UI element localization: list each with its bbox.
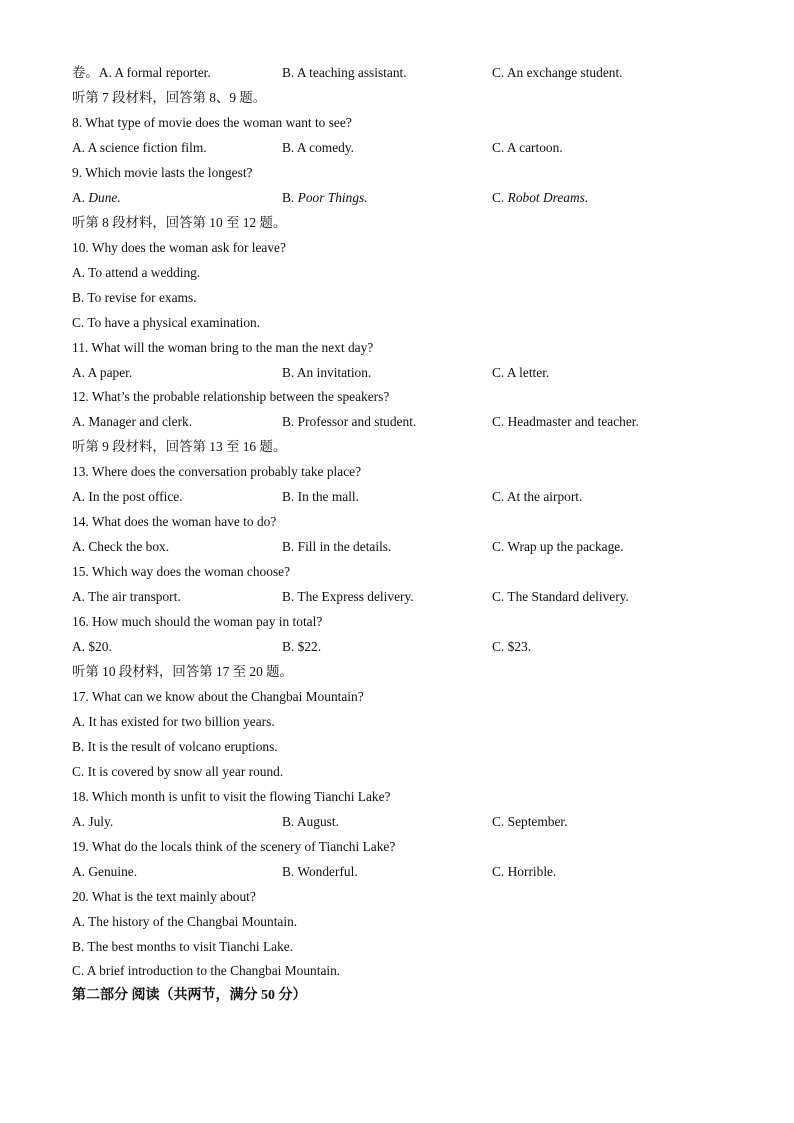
option-a: 卷。A. A formal reporter. (72, 65, 211, 80)
section-7-instruction: 听第 7 段材料，回答第 8、9 题。 (72, 90, 267, 105)
question-19: 19. What do the locals think of the scenery of Tianchi Lake? (72, 839, 396, 854)
option-b: B. An invitation. (282, 365, 372, 380)
option-b: B. Wonderful. (282, 864, 358, 879)
question-10: 10. Why does the woman ask for leave? (72, 240, 286, 255)
section-10-instruction: 听第 10 段材料，回答第 17 至 20 题。 (72, 664, 293, 679)
option-c: C. A letter. (492, 365, 550, 380)
option-a: A. A paper. (72, 365, 133, 380)
option-a: A. In the post office. (72, 489, 183, 504)
question-20-option-c: C. A brief introduction to the Changbai Mountain. (72, 963, 341, 978)
option-a: A. Dune. (72, 190, 121, 205)
option-a: A. Check the box. (72, 539, 170, 554)
question-10-option-a: A. To attend a wedding. (72, 265, 201, 280)
question-15: 15. Which way does the woman choose? (72, 564, 291, 579)
option-b: B. The Express delivery. (282, 589, 414, 604)
question-11: 11. What will the woman bring to the man the next day? (72, 340, 374, 355)
option-b: B. A comedy. (282, 140, 355, 155)
question-18: 18. Which month is unfit to visit the flowing Tianchi Lake? (72, 789, 391, 804)
option-c: C. Robot Dreams. (492, 190, 589, 205)
question-17-option-c: C. It is covered by snow all year round. (72, 764, 284, 779)
option-a: A. July. (72, 814, 114, 829)
option-a: A. Genuine. (72, 864, 138, 879)
question-16: 16. How much should the woman pay in total? (72, 614, 323, 629)
option-b: B. In the mall. (282, 489, 359, 504)
option-c: C. September. (492, 814, 568, 829)
section-8-instruction: 听第 8 段材料，回答第 10 至 12 题。 (72, 215, 287, 230)
option-b: B. $22. (282, 639, 322, 654)
question-20: 20. What is the text mainly about? (72, 889, 256, 904)
option-c: C. An exchange student. (492, 65, 623, 80)
question-8: 8. What type of movie does the woman want to see? (72, 115, 352, 130)
question-20-option-b: B. The best months to visit Tianchi Lake. (72, 939, 294, 954)
question-14: 14. What does the woman have to do? (72, 514, 277, 529)
option-c: C. The Standard delivery. (492, 589, 629, 604)
question-17-option-b: B. It is the result of volcano eruptions. (72, 739, 278, 754)
option-c: C. A cartoon. (492, 140, 563, 155)
question-10-option-b: B. To revise for exams. (72, 290, 197, 305)
option-c: C. Headmaster and teacher. (492, 414, 639, 429)
option-b: B. August. (282, 814, 339, 829)
option-c: C. Wrap up the package. (492, 539, 624, 554)
section-9-instruction: 听第 9 段材料，回答第 13 至 16 题。 (72, 439, 287, 454)
option-b: B. Fill in the details. (282, 539, 392, 554)
part-two-heading: 第二部分 阅读（共两节，满分 50 分） (72, 988, 307, 1003)
option-a: A. The air transport. (72, 589, 181, 604)
question-20-option-a: A. The history of the Changbai Mountain. (72, 914, 298, 929)
question-10-option-c: C. To have a physical examination. (72, 315, 261, 330)
option-b: B. Poor Things. (282, 190, 368, 205)
option-c: C. Horrible. (492, 864, 557, 879)
option-b: B. Professor and student. (282, 414, 417, 429)
option-a: A. $20. (72, 639, 112, 654)
question-9: 9. Which movie lasts the longest? (72, 165, 253, 180)
question-17-option-a: A. It has existed for two billion years. (72, 714, 275, 729)
question-13: 13. Where does the conversation probably take place? (72, 464, 362, 479)
option-b: B. A teaching assistant. (282, 65, 407, 80)
question-17: 17. What can we know about the Changbai Mountain? (72, 689, 364, 704)
option-a: A. Manager and clerk. (72, 414, 193, 429)
option-c: C. $23. (492, 639, 532, 654)
option-a: A. A science fiction film. (72, 140, 207, 155)
option-c: C. At the airport. (492, 489, 583, 504)
question-12: 12. What’s the probable relationship between the speakers? (72, 389, 390, 404)
